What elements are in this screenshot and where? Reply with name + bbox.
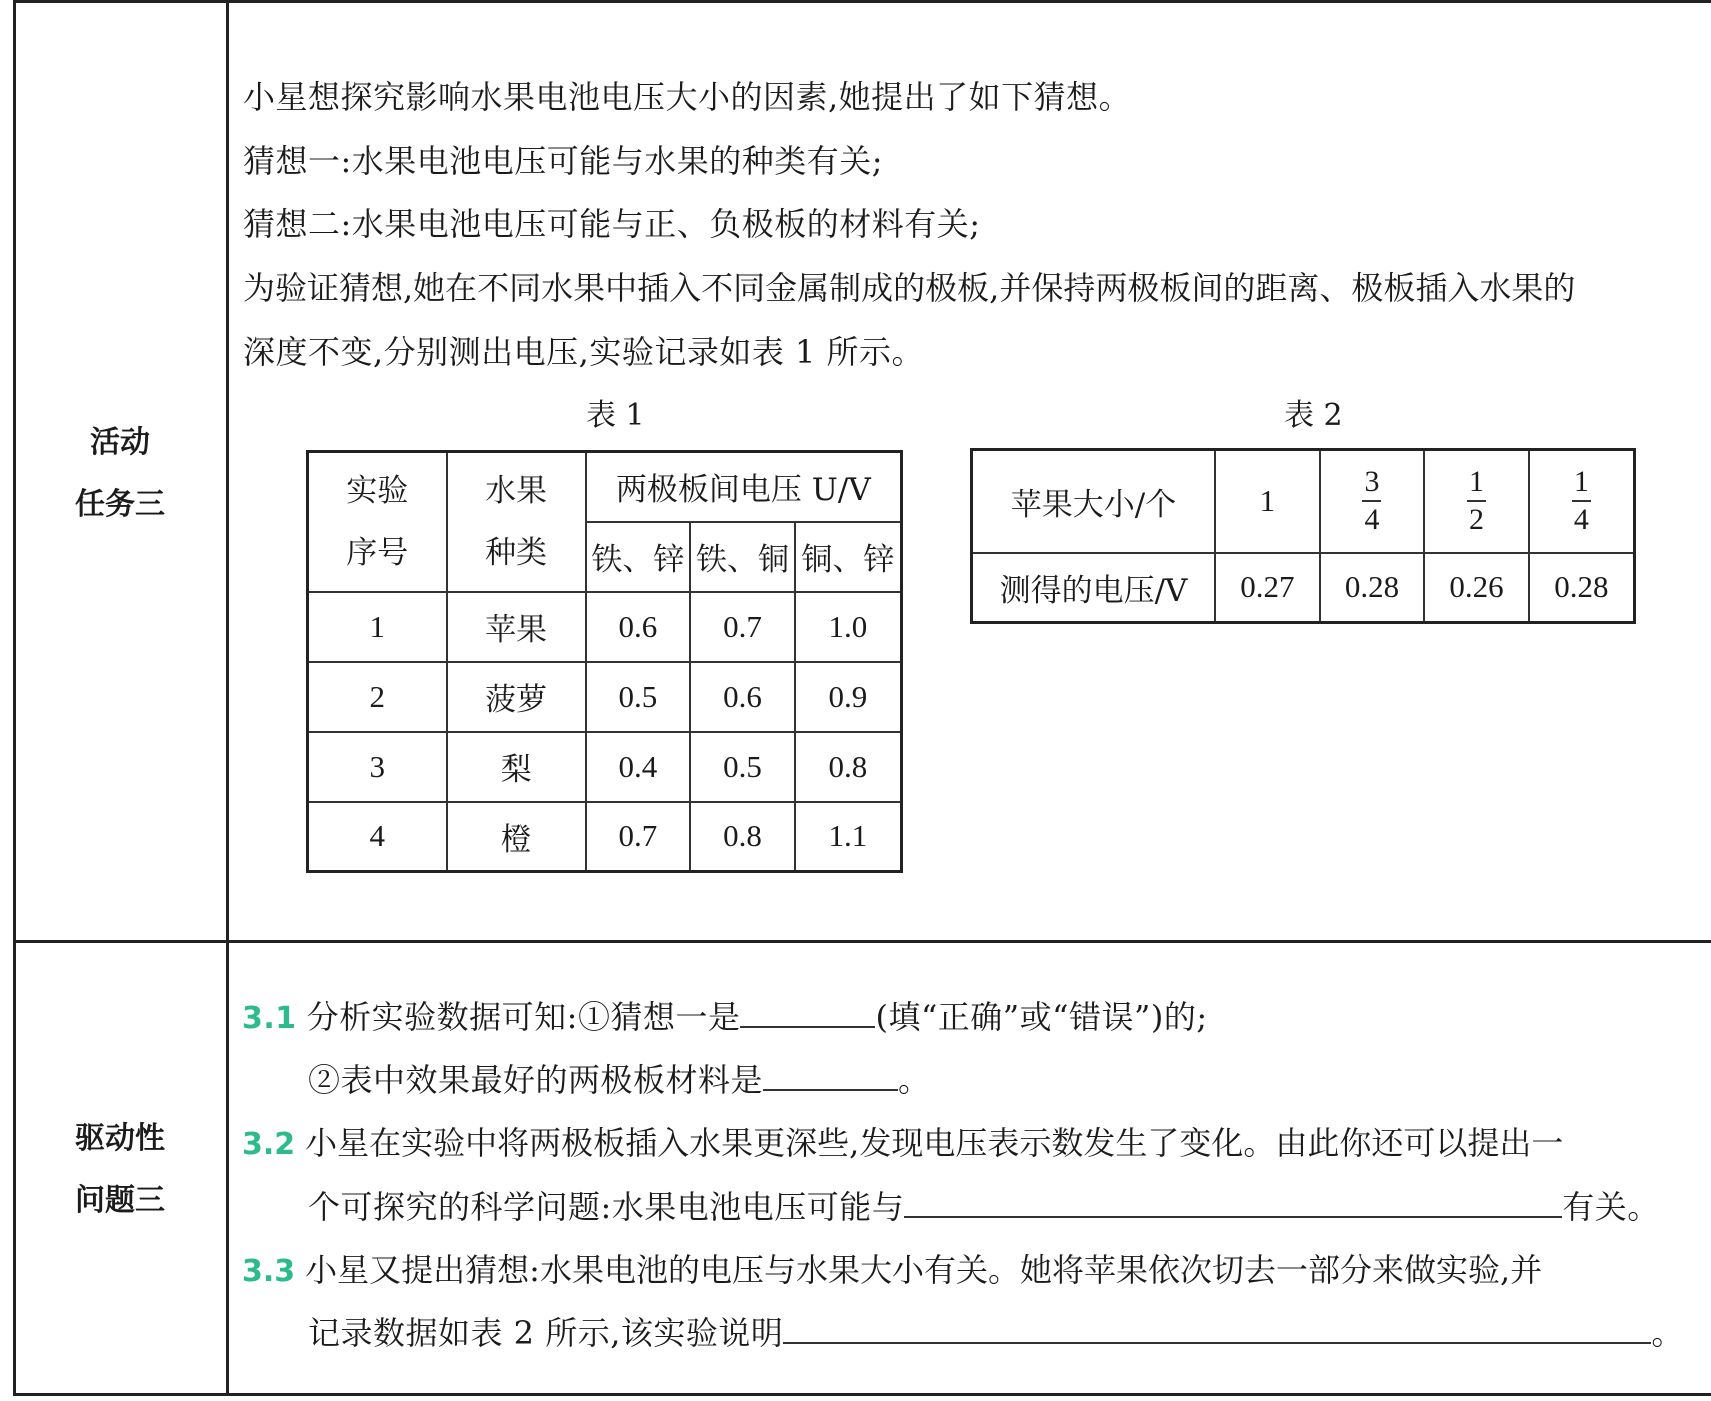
table-row: 3 梨 0.4 0.5 0.8 (308, 732, 902, 802)
intro-line-3: 猜想二:水果电池电压可能与正、负极板的材料有关; (243, 205, 981, 243)
table-row: 4 橙 0.7 0.8 1.1 (308, 802, 902, 872)
question-label-line1: 驱动性 (75, 1121, 165, 1156)
table1-header-pair: 铜、锌 (795, 522, 902, 592)
table1-caption: 表 1 (586, 398, 645, 433)
question-3-1-line1: 3.1 分析实验数据可知:①猜想一是 (填“正确”或“错误”)的; (242, 998, 1208, 1036)
answer-blank[interactable] (740, 1000, 875, 1028)
question-number: 3.1 (242, 1001, 297, 1036)
question-number: 3.3 (242, 1254, 296, 1289)
table-row: 2 菠萝 0.5 0.6 0.9 (308, 662, 902, 732)
question-number: 3.2 (242, 1127, 296, 1162)
intro-line-2: 猜想一:水果电池电压可能与水果的种类有关; (243, 142, 884, 180)
table2-size-fraction: $\frac{3}{4}$ (1320, 450, 1425, 553)
question-label-line2: 问题三 (75, 1183, 165, 1218)
table-row: 1 苹果 0.6 0.7 1.0 (308, 592, 902, 662)
intro-line-4: 为验证猜想,她在不同水果中插入不同金属制成的极板,并保持两极板间的距离、极板插入水果的 (243, 269, 1576, 307)
table2 (970, 448, 1636, 624)
table1-header-seq: 实验 序号 (308, 452, 447, 592)
table2-size-fraction: $\frac{1}{2}$ (1424, 450, 1529, 553)
intro-line-1: 小星想探究影响水果电池电压大小的因素,她提出了如下猜想。 (243, 78, 1132, 116)
question-3-2-line2: 个可探究的科学问题:水果电池电压可能与 有关。 (308, 1188, 1660, 1226)
question-label (14, 1108, 226, 1232)
bottom-border (13, 1393, 1711, 1396)
table1-header-pair: 铁、锌 (586, 522, 691, 592)
table2-caption: 表 2 (1284, 398, 1343, 433)
activity-label (14, 412, 226, 536)
table2-size-fraction: $\frac{1}{4}$ (1529, 450, 1635, 553)
table2-header-voltage: 测得的电压/V (972, 553, 1216, 623)
question-3-3-line1: 3.3 小星又提出猜想:水果电池的电压与水果大小有关。她将苹果依次切去一部分来做实验,并 (242, 1251, 1543, 1289)
question-3-2-line1: 3.2 小星在实验中将两极板插入水果更深些,发现电压表示数发生了变化。由此你还可以提出一 (242, 1124, 1564, 1162)
question-3-1-line2: ②表中效果最好的两极板材料是 。 (308, 1061, 931, 1099)
answer-blank[interactable] (904, 1190, 1562, 1218)
table2-size-whole: 1 (1215, 450, 1320, 553)
column-divider (226, 0, 229, 1396)
activity-label-line1: 活动 (90, 425, 150, 460)
intro-line-5: 深度不变,分别测出电压,实验记录如表 1 所示。 (243, 333, 925, 371)
table1 (306, 450, 903, 873)
question-3-3-line2: 记录数据如表 2 所示,该实验说明 。 (308, 1314, 1684, 1352)
activity-label-line2: 任务三 (75, 487, 165, 522)
table1-header-voltage: 两极板间电压 U/V (586, 452, 902, 522)
table1-header-pair: 铁、铜 (690, 522, 795, 592)
answer-blank[interactable] (763, 1063, 898, 1091)
table2-header-size: 苹果大小/个 (972, 450, 1216, 553)
table1-header-fruit: 水果 种类 (447, 452, 586, 592)
table-row: 测得的电压/V 0.27 0.28 0.26 0.28 (972, 553, 1635, 623)
top-border (13, 0, 1711, 3)
answer-blank[interactable] (783, 1316, 1651, 1344)
section-divider (13, 940, 1711, 943)
